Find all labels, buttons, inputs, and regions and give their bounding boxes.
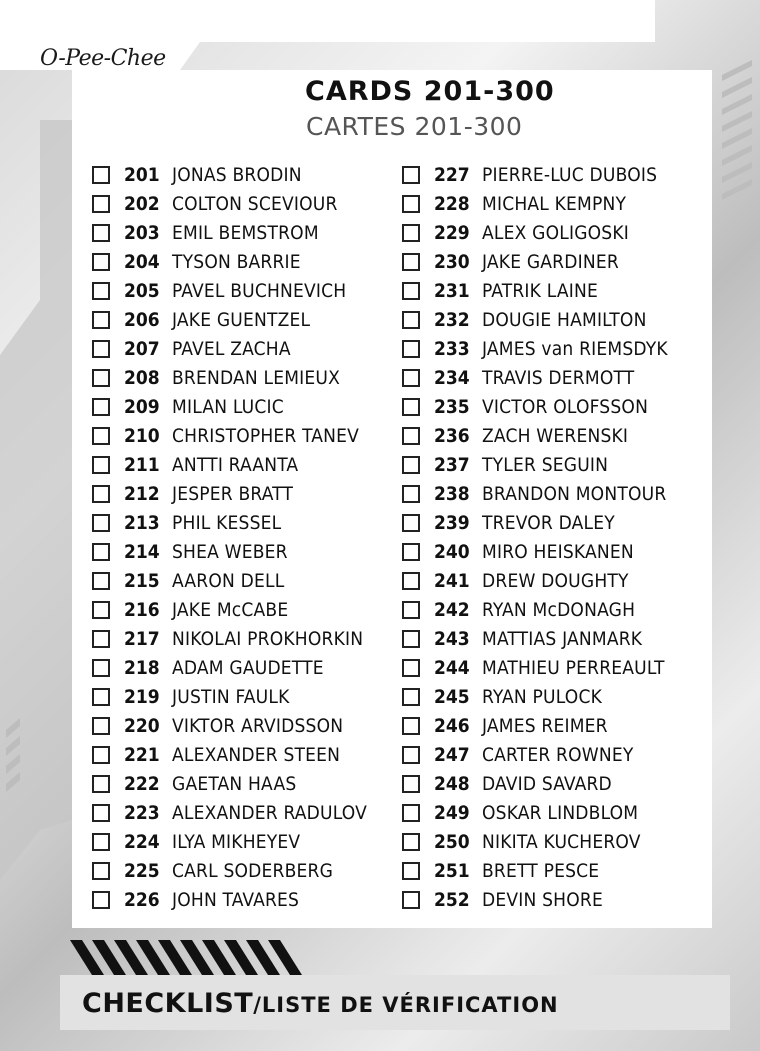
checklist-item	[92, 247, 392, 276]
checkbox[interactable]	[402, 804, 420, 822]
card-number: 226	[124, 888, 160, 911]
player-name: JUSTIN FAULK	[172, 685, 290, 708]
checkbox[interactable]	[92, 456, 110, 474]
player-name: DEVIN SHORE	[482, 888, 603, 911]
checkbox[interactable]	[402, 195, 420, 213]
checklist-left-column	[92, 160, 392, 914]
checklist-item	[92, 885, 392, 914]
checklist-item	[92, 160, 392, 189]
card-number: 210	[124, 424, 160, 447]
checkbox[interactable]	[402, 862, 420, 880]
player-name: CARL SODERBERG	[172, 859, 334, 882]
card-number: 222	[124, 772, 160, 795]
checklist-item	[92, 624, 392, 653]
player-name: EMIL BEMSTROM	[172, 221, 319, 244]
checkbox[interactable]	[402, 601, 420, 619]
checklist-item	[402, 189, 722, 218]
checkbox[interactable]	[92, 891, 110, 909]
checkbox[interactable]	[92, 543, 110, 561]
page-subtitle: CARTES 201-300	[306, 112, 523, 141]
checkbox[interactable]	[92, 572, 110, 590]
player-name: TREVOR DALEY	[482, 511, 615, 534]
checkbox[interactable]	[402, 427, 420, 445]
checklist-item	[92, 595, 392, 624]
checklist-item	[92, 479, 392, 508]
card-number: 228	[434, 192, 470, 215]
player-name: ALEXANDER RADULOV	[172, 801, 367, 824]
player-name: ALEXANDER STEEN	[172, 743, 341, 766]
checklist-item	[92, 566, 392, 595]
card-number: 240	[434, 540, 470, 563]
player-name: RYAN PULOCK	[482, 685, 602, 708]
player-name: BRANDON MONTOUR	[482, 482, 667, 505]
checklist-item	[402, 711, 722, 740]
card-number: 223	[124, 801, 160, 824]
player-name: COLTON SCEVIOUR	[172, 192, 338, 215]
card-number: 245	[434, 685, 470, 708]
player-name: CHRISTOPHER TANEV	[172, 424, 360, 447]
card-number: 236	[434, 424, 470, 447]
player-name: ILYA MIKHEYEV	[172, 830, 301, 853]
checkbox[interactable]	[402, 572, 420, 590]
checklist-item	[402, 624, 722, 653]
card-number: 252	[434, 888, 470, 911]
checkbox[interactable]	[92, 659, 110, 677]
card-number: 248	[434, 772, 470, 795]
player-name: PHIL KESSEL	[172, 511, 282, 534]
checkbox[interactable]	[92, 253, 110, 271]
player-name: JAKE McCABE	[172, 598, 289, 621]
card-number: 216	[124, 598, 160, 621]
card-number: 204	[124, 250, 160, 273]
player-name: VIKTOR ARVIDSSON	[172, 714, 344, 737]
player-name: VICTOR OLOFSSON	[482, 395, 649, 418]
card-number: 234	[434, 366, 470, 389]
checklist-item	[402, 334, 722, 363]
checklist-item	[402, 508, 722, 537]
player-name: DAVID SAVARD	[482, 772, 612, 795]
checkbox[interactable]	[92, 195, 110, 213]
card-number: 239	[434, 511, 470, 534]
player-name: MATHIEU PERREAULT	[482, 656, 665, 679]
player-name: ZACH WERENSKI	[482, 424, 629, 447]
checklist-item	[402, 160, 722, 189]
card-number: 202	[124, 192, 160, 215]
checklist-item	[92, 827, 392, 856]
card-number: 213	[124, 511, 160, 534]
checklist-item	[92, 508, 392, 537]
player-name: DREW DOUGHTY	[482, 569, 629, 592]
checklist-item	[92, 711, 392, 740]
page-title: CARDS 201-300	[305, 76, 555, 107]
player-name: MATTIAS JANMARK	[482, 627, 643, 650]
checkbox[interactable]	[402, 369, 420, 387]
card-number: 233	[434, 337, 470, 360]
checklist-item	[402, 595, 722, 624]
card-number: 242	[434, 598, 470, 621]
card-number: 218	[124, 656, 160, 679]
player-name: OSKAR LINDBLOM	[482, 801, 639, 824]
checkbox[interactable]	[402, 166, 420, 184]
checkbox[interactable]	[402, 340, 420, 358]
card-number: 205	[124, 279, 160, 302]
checkbox[interactable]	[402, 311, 420, 329]
checkbox[interactable]	[402, 688, 420, 706]
card-number: 201	[124, 163, 160, 186]
checklist-item	[402, 653, 722, 682]
player-name: DOUGIE HAMILTON	[482, 308, 647, 331]
player-name: BRENDAN LEMIEUX	[172, 366, 341, 389]
checklist-item	[402, 247, 722, 276]
checklist-item	[402, 276, 722, 305]
checkbox[interactable]	[402, 253, 420, 271]
checklist-item	[402, 450, 722, 479]
checklist-item	[402, 421, 722, 450]
checklist-item	[92, 421, 392, 450]
player-name: MIRO HEISKANEN	[482, 540, 634, 563]
card-number: 232	[434, 308, 470, 331]
checkbox[interactable]	[92, 369, 110, 387]
checkbox[interactable]	[92, 746, 110, 764]
checkbox[interactable]	[402, 746, 420, 764]
footer-sub: LISTE DE VÉRIFICATION	[261, 993, 559, 1017]
checklist-item	[402, 566, 722, 595]
checklist-item	[402, 392, 722, 421]
footer-main: CHECKLIST	[82, 988, 254, 1019]
checkbox[interactable]	[92, 485, 110, 503]
card-number: 241	[434, 569, 470, 592]
card-number: 212	[124, 482, 160, 505]
checkbox[interactable]	[402, 456, 420, 474]
player-name: PAVEL ZACHA	[172, 337, 291, 360]
checkbox[interactable]	[402, 630, 420, 648]
checklist-item	[402, 856, 722, 885]
card-number: 220	[124, 714, 160, 737]
player-name: ADAM GAUDETTE	[172, 656, 324, 679]
checkbox[interactable]	[402, 659, 420, 677]
checklist-right-column	[402, 160, 722, 914]
checkbox[interactable]	[92, 166, 110, 184]
checklist-item	[92, 305, 392, 334]
card-number: 250	[434, 830, 470, 853]
checklist-item	[402, 798, 722, 827]
card-number: 246	[434, 714, 470, 737]
checklist-item	[92, 276, 392, 305]
player-name: TYLER SEGUIN	[482, 453, 609, 476]
card-number: 227	[434, 163, 470, 186]
player-name: MILAN LUCIC	[172, 395, 284, 418]
checklist-item	[402, 885, 722, 914]
checklist-item	[92, 363, 392, 392]
checkbox[interactable]	[92, 717, 110, 735]
footer-separator: /	[253, 993, 262, 1017]
player-name: JAMES van RIEMSDYK	[482, 337, 668, 360]
checklist-item	[402, 363, 722, 392]
checkbox[interactable]	[92, 224, 110, 242]
card-number: 247	[434, 743, 470, 766]
card-number: 215	[124, 569, 160, 592]
checkbox[interactable]	[92, 688, 110, 706]
card-number: 206	[124, 308, 160, 331]
checklist-item	[92, 450, 392, 479]
player-name: BRETT PESCE	[482, 859, 600, 882]
checklist-item	[92, 537, 392, 566]
checklist-item	[92, 653, 392, 682]
checklist-item	[92, 682, 392, 711]
card-number: 219	[124, 685, 160, 708]
player-name: PAVEL BUCHNEVICH	[172, 279, 347, 302]
checklist-item	[402, 740, 722, 769]
checkbox[interactable]	[402, 775, 420, 793]
card-number: 238	[434, 482, 470, 505]
checklist-item	[402, 682, 722, 711]
player-name: JAKE GUENTZEL	[172, 308, 311, 331]
card-number: 249	[434, 801, 470, 824]
player-name: NIKITA KUCHEROV	[482, 830, 641, 853]
card-number: 230	[434, 250, 470, 273]
player-name: CARTER ROWNEY	[482, 743, 634, 766]
checklist-item	[402, 537, 722, 566]
checkbox[interactable]	[92, 833, 110, 851]
checklist-item	[92, 392, 392, 421]
player-name: ALEX GOLIGOSKI	[482, 221, 629, 244]
card-number: 231	[434, 279, 470, 302]
checkbox[interactable]	[92, 427, 110, 445]
checkbox[interactable]	[92, 601, 110, 619]
player-name: PIERRE-LUC DUBOIS	[482, 163, 658, 186]
player-name: JAKE GARDINER	[482, 250, 619, 273]
card-number: 214	[124, 540, 160, 563]
opeechee-logo: O-Pee-Chee	[40, 46, 166, 71]
checklist-item	[402, 827, 722, 856]
card-number: 237	[434, 453, 470, 476]
checkbox[interactable]	[402, 398, 420, 416]
card-number: 243	[434, 627, 470, 650]
checklist-item	[92, 740, 392, 769]
checkbox[interactable]	[402, 224, 420, 242]
checkbox[interactable]	[402, 543, 420, 561]
player-name: MICHAL KEMPNY	[482, 192, 627, 215]
player-name: SHEA WEBER	[172, 540, 288, 563]
checkbox[interactable]	[92, 775, 110, 793]
card-number: 207	[124, 337, 160, 360]
player-name: TYSON BARRIE	[172, 250, 301, 273]
checkbox[interactable]	[402, 514, 420, 532]
checklist-item	[402, 479, 722, 508]
player-name: PATRIK LAINE	[482, 279, 598, 302]
checklist-item	[92, 798, 392, 827]
checkbox[interactable]	[92, 862, 110, 880]
checkbox[interactable]	[92, 311, 110, 329]
checkbox[interactable]	[92, 398, 110, 416]
checklist-item	[402, 305, 722, 334]
player-name: JESPER BRATT	[172, 482, 294, 505]
checklist-item	[92, 189, 392, 218]
card-number: 224	[124, 830, 160, 853]
checkbox[interactable]	[402, 891, 420, 909]
card-number: 211	[124, 453, 160, 476]
checklist-item	[402, 218, 722, 247]
checkbox[interactable]	[402, 485, 420, 503]
player-name: RYAN McDONAGH	[482, 598, 636, 621]
checkbox[interactable]	[402, 282, 420, 300]
card-number: 217	[124, 627, 160, 650]
card-number: 244	[434, 656, 470, 679]
checklist-item	[92, 334, 392, 363]
card-number: 208	[124, 366, 160, 389]
card-number: 203	[124, 221, 160, 244]
player-name: ANTTI RAANTA	[172, 453, 299, 476]
card-number: 221	[124, 743, 160, 766]
card-number: 251	[434, 859, 470, 882]
player-name: JONAS BRODIN	[172, 163, 302, 186]
footer-label	[82, 988, 559, 1019]
player-name: GAETAN HAAS	[172, 772, 297, 795]
player-name: JAMES REIMER	[482, 714, 608, 737]
checkbox[interactable]	[92, 514, 110, 532]
player-name: JOHN TAVARES	[172, 888, 300, 911]
checkbox[interactable]	[92, 630, 110, 648]
checklist-item	[402, 769, 722, 798]
card-number: 209	[124, 395, 160, 418]
checklist-item	[92, 856, 392, 885]
card-number: 225	[124, 859, 160, 882]
checkbox[interactable]	[402, 833, 420, 851]
player-name: TRAVIS DERMOTT	[482, 366, 635, 389]
checkbox[interactable]	[92, 804, 110, 822]
card-number: 235	[434, 395, 470, 418]
checkbox[interactable]	[92, 282, 110, 300]
player-name: AARON DELL	[172, 569, 285, 592]
checklist-item	[92, 218, 392, 247]
checkbox[interactable]	[402, 717, 420, 735]
checkbox[interactable]	[92, 340, 110, 358]
checklist-item	[92, 769, 392, 798]
card-number: 229	[434, 221, 470, 244]
player-name: NIKOLAI PROKHORKIN	[172, 627, 364, 650]
